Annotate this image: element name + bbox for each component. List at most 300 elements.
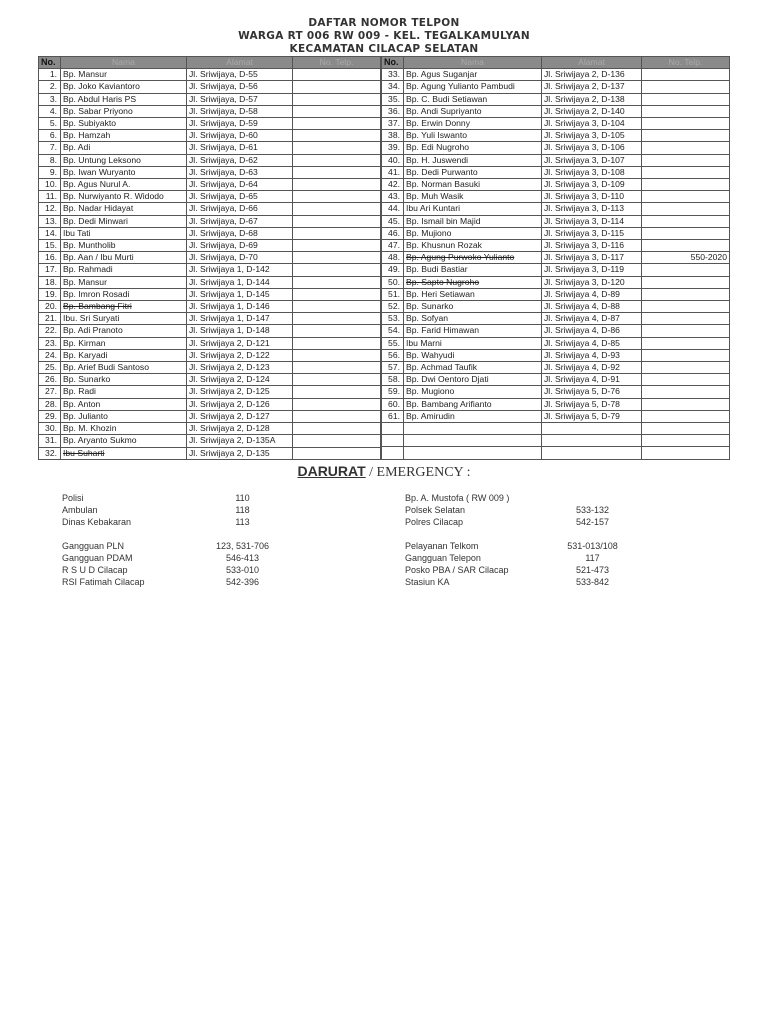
emergency-label: RSI Fatimah Cilacap xyxy=(62,577,145,587)
emergency-number: 123, 531-706 xyxy=(215,541,270,551)
row-address: Jl. Sriwijaya, D-61 xyxy=(187,142,293,154)
row-name: Bp. Adi Pranoto xyxy=(61,325,187,337)
emergency-label: Polsek Selatan xyxy=(405,505,466,515)
row-phone xyxy=(642,435,730,447)
emergency-number: 117 xyxy=(585,553,600,563)
emergency-number xyxy=(555,492,630,504)
table-row xyxy=(382,166,730,178)
row-name: Bp. Iwan Wuryanto xyxy=(61,166,187,178)
row-address: Jl. Sriwijaya 3, D-120 xyxy=(542,276,642,288)
row-name: Bp. Mansur xyxy=(61,69,187,81)
row-phone xyxy=(642,69,730,81)
table-row xyxy=(382,240,730,252)
row-number: 60. xyxy=(382,398,404,410)
row-address: Jl. Sriwijaya 3, D-106 xyxy=(542,142,642,154)
row-number: 15. xyxy=(39,240,61,252)
row-name: Bp. Sofyan xyxy=(404,313,542,325)
table-row xyxy=(382,154,730,166)
row-name: Bp. Mugiono xyxy=(404,386,542,398)
table-row xyxy=(382,179,730,191)
col-alamat-header: Alamat xyxy=(187,57,293,69)
row-number: 38. xyxy=(382,130,404,142)
row-name: Bp. C. Budi Setiawan xyxy=(404,93,542,105)
row-phone xyxy=(642,81,730,93)
row-phone xyxy=(642,215,730,227)
row-phone xyxy=(293,69,381,81)
row-name: Bp. Heri Setiawan xyxy=(404,288,542,300)
row-phone xyxy=(293,301,381,313)
row-number: 7. xyxy=(39,142,61,154)
table-row xyxy=(39,154,381,166)
table-row xyxy=(382,410,730,422)
table-row xyxy=(382,264,730,276)
table-row xyxy=(39,203,381,215)
table-row xyxy=(382,130,730,142)
row-name: Bp. Subiyakto xyxy=(61,118,187,130)
col-no-header: No. xyxy=(39,57,61,69)
emergency-number: 521-473 xyxy=(575,565,610,575)
row-number: 52. xyxy=(382,301,404,313)
emergency-number: 531-013/108 xyxy=(567,541,618,551)
row-name: Bp. Muntholib xyxy=(61,240,187,252)
col-nama-header: Nama xyxy=(404,57,542,69)
row-phone xyxy=(642,337,730,349)
table-row xyxy=(382,435,730,447)
row-name: Ibu. Sri Suryati xyxy=(61,313,187,325)
row-number xyxy=(382,423,404,435)
row-address: Jl. Sriwijaya 1, D-148 xyxy=(187,325,293,337)
row-address: Jl. Sriwijaya 4, D-85 xyxy=(542,337,642,349)
row-number: 29. xyxy=(39,410,61,422)
row-number: 27. xyxy=(39,386,61,398)
row-number: 47. xyxy=(382,240,404,252)
table-row xyxy=(382,362,730,374)
row-phone xyxy=(293,252,381,264)
document-subtitle: WARGA RT 006 RW 009 - KEL. TEGALKAMULYAN xyxy=(238,30,530,42)
row-phone xyxy=(293,215,381,227)
row-name: Bp. Joko Kaviantoro xyxy=(61,81,187,93)
row-phone xyxy=(642,325,730,337)
row-number: 43. xyxy=(382,191,404,203)
row-address: Jl. Sriwijaya 3, D-119 xyxy=(542,264,642,276)
row-name: Bp. H. Juswendi xyxy=(404,154,542,166)
table-row xyxy=(39,215,381,227)
row-phone xyxy=(642,276,730,288)
row-phone xyxy=(293,386,381,398)
row-number: 33. xyxy=(382,69,404,81)
row-number: 41. xyxy=(382,166,404,178)
row-name: Bp. Agung Purwoko Yulianto xyxy=(404,252,542,264)
table-header-row xyxy=(382,57,730,69)
emergency-number: 546-413 xyxy=(225,553,260,563)
row-phone xyxy=(642,264,730,276)
row-name: Bp. Khusnun Rozak xyxy=(404,240,542,252)
emergency-title-bold: DARURAT xyxy=(297,463,366,479)
table-row xyxy=(382,215,730,227)
row-name: Bp. Achmad Taufik xyxy=(404,362,542,374)
emergency-label xyxy=(62,528,145,540)
row-phone xyxy=(642,93,730,105)
emergency-number: 113 xyxy=(235,517,250,527)
row-name: Bp. Bambang Arifianto xyxy=(404,398,542,410)
row-name: Bp. Aan / Ibu Murti xyxy=(61,252,187,264)
row-name: Bp. Amirudin xyxy=(404,410,542,422)
row-phone xyxy=(293,349,381,361)
row-phone xyxy=(293,264,381,276)
row-phone xyxy=(293,191,381,203)
table-row xyxy=(39,447,381,459)
table-row xyxy=(39,240,381,252)
row-number: 57. xyxy=(382,362,404,374)
emergency-label: R S U D Cilacap xyxy=(62,565,128,575)
row-number xyxy=(382,447,404,459)
row-address: Jl. Sriwijaya, D-63 xyxy=(187,166,293,178)
emergency-number: 118 xyxy=(235,505,250,515)
row-address xyxy=(542,423,642,435)
row-name: Bp. Norman Basuki xyxy=(404,179,542,191)
emergency-number: 533-842 xyxy=(575,577,610,587)
table-row xyxy=(382,252,730,264)
table-row xyxy=(382,325,730,337)
row-phone xyxy=(642,105,730,117)
row-phone xyxy=(293,166,381,178)
table-row xyxy=(382,337,730,349)
row-number: 1. xyxy=(39,69,61,81)
row-name: Bp. Sabar Priyono xyxy=(61,105,187,117)
row-phone xyxy=(293,118,381,130)
row-number: 58. xyxy=(382,374,404,386)
row-name: Bp. Mansur xyxy=(61,276,187,288)
row-number: 2. xyxy=(39,81,61,93)
row-phone xyxy=(293,93,381,105)
row-name: Bp. Agung Yulianto Pambudi xyxy=(404,81,542,93)
row-address: Jl. Sriwijaya 5, D-76 xyxy=(542,386,642,398)
row-name: Bp. Ismail bin Majid xyxy=(404,215,542,227)
row-address: Jl. Sriwijaya 3, D-115 xyxy=(542,227,642,239)
row-number: 3. xyxy=(39,93,61,105)
table-row xyxy=(382,276,730,288)
row-address: Jl. Sriwijaya 2, D-127 xyxy=(187,410,293,422)
col-no-header: No. xyxy=(382,57,404,69)
row-phone xyxy=(642,203,730,215)
row-number: 20. xyxy=(39,301,61,313)
table-row xyxy=(39,227,381,239)
row-name: Bp. Rahmadi xyxy=(61,264,187,276)
row-name: Bp. Edi Nugroho xyxy=(404,142,542,154)
col-nama-header: Nama xyxy=(61,57,187,69)
row-number xyxy=(382,435,404,447)
row-address: Jl. Sriwijaya 3, D-108 xyxy=(542,166,642,178)
row-number: 46. xyxy=(382,227,404,239)
row-name: Bp. Dedi Minwari xyxy=(61,215,187,227)
table-row xyxy=(382,447,730,459)
row-address: Jl. Sriwijaya 3, D-110 xyxy=(542,191,642,203)
row-address: Jl. Sriwijaya 3, D-105 xyxy=(542,130,642,142)
row-phone xyxy=(642,362,730,374)
emergency-title-rest: / EMERGENCY : xyxy=(365,465,471,480)
row-number: 24. xyxy=(39,349,61,361)
row-phone xyxy=(642,423,730,435)
row-name: Bp. Erwin Donny xyxy=(404,118,542,130)
row-name: Bp. Kirman xyxy=(61,337,187,349)
table-row xyxy=(39,423,381,435)
residents-table-left xyxy=(38,56,381,460)
row-name xyxy=(404,423,542,435)
row-number: 16. xyxy=(39,252,61,264)
row-phone xyxy=(293,154,381,166)
emergency-number: 533-010 xyxy=(225,565,260,575)
table-row xyxy=(39,386,381,398)
table-row xyxy=(382,313,730,325)
residents-table-right xyxy=(381,56,730,460)
row-address: Jl. Sriwijaya 2, D-121 xyxy=(187,337,293,349)
emergency-label: Ambulan xyxy=(62,505,98,515)
table-row xyxy=(382,105,730,117)
row-phone xyxy=(293,81,381,93)
row-number: 13. xyxy=(39,215,61,227)
row-phone xyxy=(642,227,730,239)
row-number: 8. xyxy=(39,154,61,166)
emergency-heading xyxy=(0,463,768,481)
row-number: 55. xyxy=(382,337,404,349)
row-number: 10. xyxy=(39,179,61,191)
row-number: 42. xyxy=(382,179,404,191)
row-phone xyxy=(293,288,381,300)
table-row xyxy=(382,398,730,410)
emergency-number: 110 xyxy=(235,493,250,503)
row-phone xyxy=(293,435,381,447)
row-phone xyxy=(642,374,730,386)
row-number: 9. xyxy=(39,166,61,178)
table-row xyxy=(39,142,381,154)
row-name: Bp. Hamzah xyxy=(61,130,187,142)
row-address: Jl. Sriwijaya 5, D-79 xyxy=(542,410,642,422)
row-phone xyxy=(642,447,730,459)
row-number: 59. xyxy=(382,386,404,398)
table-row xyxy=(39,69,381,81)
row-number: 34. xyxy=(382,81,404,93)
row-address: Jl. Sriwijaya 2, D-123 xyxy=(187,362,293,374)
table-row xyxy=(39,276,381,288)
row-address xyxy=(542,435,642,447)
table-row xyxy=(39,349,381,361)
row-address: Jl. Sriwijaya 1, D-146 xyxy=(187,301,293,313)
row-phone: 550-2020 xyxy=(642,252,730,264)
row-name: Bp. Agus Nurul A. xyxy=(61,179,187,191)
row-address: Jl. Sriwijaya 3, D-104 xyxy=(542,118,642,130)
table-row xyxy=(39,313,381,325)
row-number: 54. xyxy=(382,325,404,337)
row-address: Jl. Sriwijaya 3, D-113 xyxy=(542,203,642,215)
row-phone xyxy=(642,288,730,300)
row-address: Jl. Sriwijaya 3, D-114 xyxy=(542,215,642,227)
row-number: 56. xyxy=(382,349,404,361)
row-address xyxy=(542,447,642,459)
table-row xyxy=(382,374,730,386)
row-number: 18. xyxy=(39,276,61,288)
table-row xyxy=(39,264,381,276)
table-row xyxy=(39,337,381,349)
row-address: Jl. Sriwijaya, D-66 xyxy=(187,203,293,215)
table-row xyxy=(39,325,381,337)
emergency-left-values xyxy=(200,492,285,588)
row-name: Bp. Adi xyxy=(61,142,187,154)
col-alamat-header: Alamat xyxy=(542,57,642,69)
row-name: Bp. Wahyudi xyxy=(404,349,542,361)
row-name xyxy=(404,447,542,459)
row-name: Bp. Andi Supriyanto xyxy=(404,105,542,117)
row-phone xyxy=(642,240,730,252)
table-row xyxy=(382,69,730,81)
document-title: DAFTAR NOMOR TELPON xyxy=(308,17,460,29)
table-row xyxy=(382,386,730,398)
row-phone xyxy=(642,118,730,130)
row-name: Ibu Tati xyxy=(61,227,187,239)
row-name: Bp. Julianto xyxy=(61,410,187,422)
row-phone xyxy=(293,447,381,459)
row-phone xyxy=(293,325,381,337)
table-row xyxy=(39,410,381,422)
row-number: 36. xyxy=(382,105,404,117)
row-address: Jl. Sriwijaya 3, D-116 xyxy=(542,240,642,252)
row-number: 28. xyxy=(39,398,61,410)
table-row xyxy=(39,93,381,105)
table-row xyxy=(39,301,381,313)
table-row xyxy=(39,362,381,374)
row-number: 48. xyxy=(382,252,404,264)
emergency-number: 542-157 xyxy=(575,517,610,527)
row-name: Bp. Karyadi xyxy=(61,349,187,361)
table-row xyxy=(39,179,381,191)
table-row xyxy=(382,142,730,154)
row-address: Jl. Sriwijaya 2, D-122 xyxy=(187,349,293,361)
emergency-label: Gangguan PLN xyxy=(62,541,125,551)
row-phone xyxy=(293,398,381,410)
row-address: Jl. Sriwijaya 4, D-87 xyxy=(542,313,642,325)
row-phone xyxy=(642,386,730,398)
row-phone xyxy=(293,313,381,325)
row-name: Bp. Yuli Iswanto xyxy=(404,130,542,142)
row-name: Bp. Imron Rosadi xyxy=(61,288,187,300)
row-address: Jl. Sriwijaya, D-68 xyxy=(187,227,293,239)
row-phone xyxy=(642,179,730,191)
row-phone xyxy=(293,203,381,215)
table-row xyxy=(382,93,730,105)
row-address: Jl. Sriwijaya, D-56 xyxy=(187,81,293,93)
row-number: 39. xyxy=(382,142,404,154)
row-phone xyxy=(642,313,730,325)
row-address: Jl. Sriwijaya 3, D-107 xyxy=(542,154,642,166)
table-row xyxy=(39,166,381,178)
row-number: 14. xyxy=(39,227,61,239)
row-phone xyxy=(293,240,381,252)
row-name: Bp. Untung Leksono xyxy=(61,154,187,166)
row-phone xyxy=(293,227,381,239)
row-name: Bp. Anton xyxy=(61,398,187,410)
row-address: Jl. Sriwijaya 4, D-93 xyxy=(542,349,642,361)
row-number: 26. xyxy=(39,374,61,386)
row-phone xyxy=(293,374,381,386)
row-address: Jl. Sriwijaya 2, D-128 xyxy=(187,423,293,435)
row-name: Bp. M. Khozin xyxy=(61,423,187,435)
row-address: Jl. Sriwijaya 4, D-92 xyxy=(542,362,642,374)
row-address: Jl. Sriwijaya 4, D-88 xyxy=(542,301,642,313)
row-address: Jl. Sriwijaya 5, D-78 xyxy=(542,398,642,410)
row-name: Ibu Ari Kuntari xyxy=(404,203,542,215)
table-row xyxy=(39,435,381,447)
row-name: Bp. Arief Budi Santoso xyxy=(61,362,187,374)
row-number: 53. xyxy=(382,313,404,325)
row-name: Bp. Abdul Haris PS xyxy=(61,93,187,105)
row-number: 22. xyxy=(39,325,61,337)
row-number: 35. xyxy=(382,93,404,105)
row-name: Bp. Mujiono xyxy=(404,227,542,239)
table-header-row xyxy=(39,57,381,69)
row-address: Jl. Sriwijaya 4, D-91 xyxy=(542,374,642,386)
row-address: Jl. Sriwijaya, D-70 xyxy=(187,252,293,264)
row-address: Jl. Sriwijaya 2, D-124 xyxy=(187,374,293,386)
row-number: 32. xyxy=(39,447,61,459)
row-address: Jl. Sriwijaya, D-64 xyxy=(187,179,293,191)
row-address: Jl. Sriwijaya 1, D-144 xyxy=(187,276,293,288)
row-number: 61. xyxy=(382,410,404,422)
row-address: Jl. Sriwijaya 3, D-109 xyxy=(542,179,642,191)
row-name: Bp. Dedi Purwanto xyxy=(404,166,542,178)
row-phone xyxy=(293,410,381,422)
row-name: Bp. Nurwiyanto R. Widodo xyxy=(61,191,187,203)
row-name: Bp. Dwi Oentoro Djati xyxy=(404,374,542,386)
row-address: Jl. Sriwijaya 2, D-137 xyxy=(542,81,642,93)
row-address: Jl. Sriwijaya 2, D-136 xyxy=(542,69,642,81)
row-address: Jl. Sriwijaya, D-55 xyxy=(187,69,293,81)
row-name: Bp. Muh Wasik xyxy=(404,191,542,203)
table-row xyxy=(39,374,381,386)
row-address: Jl. Sriwijaya, D-62 xyxy=(187,154,293,166)
row-address: Jl. Sriwijaya 4, D-89 xyxy=(542,288,642,300)
table-row xyxy=(39,252,381,264)
emergency-label: Stasiun KA xyxy=(405,577,450,587)
row-name: Bp. Sapto Nugroho xyxy=(404,276,542,288)
emergency-label: Pelayanan Telkom xyxy=(405,541,479,551)
row-phone xyxy=(642,349,730,361)
emergency-number xyxy=(200,528,285,540)
row-address: Jl. Sriwijaya, D-65 xyxy=(187,191,293,203)
row-address: Jl. Sriwijaya, D-69 xyxy=(187,240,293,252)
emergency-label: Bp. A. Mustofa ( RW 009 ) xyxy=(405,493,510,503)
row-name xyxy=(404,435,542,447)
emergency-label: Dinas Kebakaran xyxy=(62,517,132,527)
row-number: 51. xyxy=(382,288,404,300)
row-number: 11. xyxy=(39,191,61,203)
row-number: 45. xyxy=(382,215,404,227)
row-address: Jl. Sriwijaya 2, D-125 xyxy=(187,386,293,398)
row-name: Bp. Agus Suganjar xyxy=(404,69,542,81)
row-number: 50. xyxy=(382,276,404,288)
table-row xyxy=(39,398,381,410)
emergency-right-labels xyxy=(405,492,509,588)
row-name: Bp. Radi xyxy=(61,386,187,398)
row-number: 5. xyxy=(39,118,61,130)
emergency-number xyxy=(555,528,630,540)
row-number: 31. xyxy=(39,435,61,447)
row-address: Jl. Sriwijaya 1, D-142 xyxy=(187,264,293,276)
row-phone xyxy=(642,166,730,178)
row-number: 17. xyxy=(39,264,61,276)
col-telp-header: No. Telp. xyxy=(293,57,381,69)
row-number: 44. xyxy=(382,203,404,215)
emergency-right-values xyxy=(555,492,630,588)
row-phone xyxy=(642,410,730,422)
